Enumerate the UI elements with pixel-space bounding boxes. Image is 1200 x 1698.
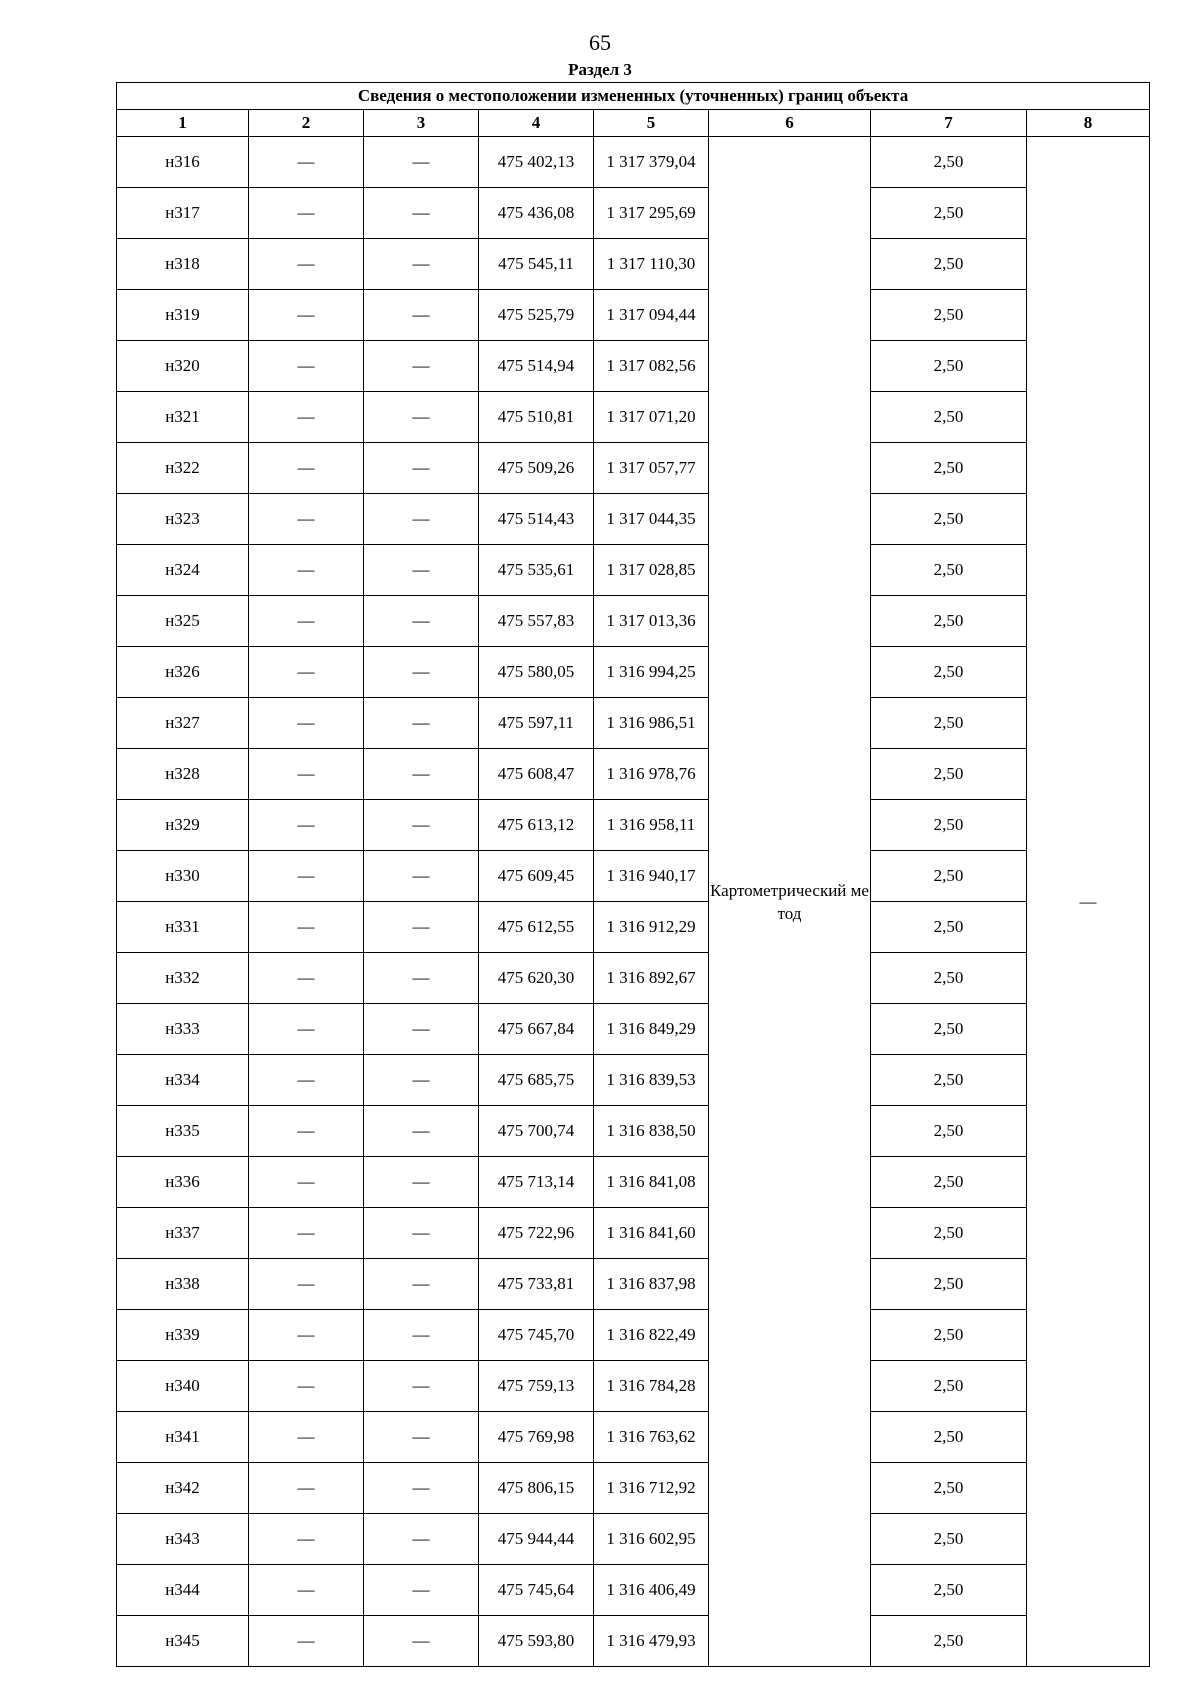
table-row — [117, 1106, 1150, 1157]
accuracy-cell: 2,50 — [871, 188, 1027, 239]
column-3-cell: — — [364, 1616, 479, 1667]
column-3-cell: — — [364, 902, 479, 953]
x-coordinate-cell: 475 608,47 — [479, 749, 594, 800]
x-coordinate-cell: 475 545,11 — [479, 239, 594, 290]
column-2-cell: — — [249, 1208, 364, 1259]
accuracy-cell: 2,50 — [871, 749, 1027, 800]
point-number-cell: н337 — [117, 1208, 249, 1259]
accuracy-cell: 2,50 — [871, 851, 1027, 902]
accuracy-cell: 2,50 — [871, 1157, 1027, 1208]
y-coordinate-cell: 1 316 839,53 — [594, 1055, 709, 1106]
y-coordinate-cell: 1 317 094,44 — [594, 290, 709, 341]
section-label: Раздел 3 — [568, 60, 632, 79]
y-coordinate-cell: 1 317 379,04 — [594, 137, 709, 188]
y-coordinate-cell: 1 316 602,95 — [594, 1514, 709, 1565]
y-coordinate-cell: 1 316 958,11 — [594, 800, 709, 851]
column-3-cell: — — [364, 290, 479, 341]
x-coordinate-cell: 475 436,08 — [479, 188, 594, 239]
point-number-cell: н336 — [117, 1157, 249, 1208]
y-coordinate-cell: 1 316 784,28 — [594, 1361, 709, 1412]
point-number-cell: н342 — [117, 1463, 249, 1514]
column-2-cell: — — [249, 1361, 364, 1412]
table-row — [117, 647, 1150, 698]
accuracy-cell: 2,50 — [871, 1106, 1027, 1157]
point-number-cell: н333 — [117, 1004, 249, 1055]
table-row — [117, 1310, 1150, 1361]
column-3-cell: — — [364, 800, 479, 851]
x-coordinate-cell: 475 597,11 — [479, 698, 594, 749]
column-2-cell: — — [249, 851, 364, 902]
table-row — [117, 1055, 1150, 1106]
column-2-cell: — — [249, 800, 364, 851]
point-number-cell: н324 — [117, 545, 249, 596]
table-row — [117, 1004, 1150, 1055]
boundary-coordinates-table — [116, 82, 1150, 1667]
column-3-cell: — — [364, 443, 479, 494]
accuracy-cell: 2,50 — [871, 953, 1027, 1004]
column-3-cell: — — [364, 1157, 479, 1208]
accuracy-cell: 2,50 — [871, 1412, 1027, 1463]
column-number: 5 — [594, 110, 709, 137]
column-2-cell: — — [249, 290, 364, 341]
column-3-cell: — — [364, 545, 479, 596]
column-2-cell: — — [249, 902, 364, 953]
y-coordinate-cell: 1 317 013,36 — [594, 596, 709, 647]
point-number-cell: н343 — [117, 1514, 249, 1565]
accuracy-cell: 2,50 — [871, 1361, 1027, 1412]
accuracy-cell: 2,50 — [871, 1259, 1027, 1310]
column-2-cell: — — [249, 1055, 364, 1106]
x-coordinate-cell: 475 557,83 — [479, 596, 594, 647]
table-row — [117, 902, 1150, 953]
column-2-cell: — — [249, 1565, 364, 1616]
table-row — [117, 698, 1150, 749]
x-coordinate-cell: 475 535,61 — [479, 545, 594, 596]
x-coordinate-cell: 475 514,94 — [479, 341, 594, 392]
column-3-cell: — — [364, 953, 479, 1004]
accuracy-cell: 2,50 — [871, 443, 1027, 494]
point-number-cell: н325 — [117, 596, 249, 647]
column-2-cell: — — [249, 188, 364, 239]
column-number: 7 — [871, 110, 1027, 137]
x-coordinate-cell: 475 510,81 — [479, 392, 594, 443]
y-coordinate-cell: 1 317 028,85 — [594, 545, 709, 596]
table-row — [117, 1514, 1150, 1565]
column-2-cell: — — [249, 545, 364, 596]
x-coordinate-cell: 475 759,13 — [479, 1361, 594, 1412]
table-row — [117, 137, 1150, 188]
point-number-cell: н326 — [117, 647, 249, 698]
table-row — [117, 953, 1150, 1004]
table-row — [117, 1463, 1150, 1514]
y-coordinate-cell: 1 316 763,62 — [594, 1412, 709, 1463]
point-number-cell: н340 — [117, 1361, 249, 1412]
table-row — [117, 851, 1150, 902]
column-3-cell: — — [364, 647, 479, 698]
y-coordinate-cell: 1 316 479,93 — [594, 1616, 709, 1667]
table-row — [117, 290, 1150, 341]
accuracy-cell: 2,50 — [871, 1004, 1027, 1055]
point-number-cell: н316 — [117, 137, 249, 188]
table-row — [117, 1565, 1150, 1616]
column-2-cell: — — [249, 1157, 364, 1208]
x-coordinate-cell: 475 514,43 — [479, 494, 594, 545]
point-number-cell: н329 — [117, 800, 249, 851]
table-row — [117, 239, 1150, 290]
table-caption: Сведения о местоположении измененных (уточненных) границ объекта — [117, 83, 1150, 110]
column-3-cell: — — [364, 1463, 479, 1514]
table-row — [117, 494, 1150, 545]
accuracy-cell: 2,50 — [871, 1616, 1027, 1667]
point-number-cell: н319 — [117, 290, 249, 341]
column-2-cell: — — [249, 392, 364, 443]
column-3-cell: — — [364, 1514, 479, 1565]
point-number-cell: н321 — [117, 392, 249, 443]
x-coordinate-cell: 475 667,84 — [479, 1004, 594, 1055]
accuracy-cell: 2,50 — [871, 1310, 1027, 1361]
accuracy-cell: 2,50 — [871, 800, 1027, 851]
accuracy-cell: 2,50 — [871, 545, 1027, 596]
x-coordinate-cell: 475 612,55 — [479, 902, 594, 953]
table-row — [117, 443, 1150, 494]
column-number-row — [117, 110, 1150, 137]
x-coordinate-cell: 475 525,79 — [479, 290, 594, 341]
point-number-cell: н323 — [117, 494, 249, 545]
column-8-cell: — — [1027, 137, 1150, 1667]
x-coordinate-cell: 475 722,96 — [479, 1208, 594, 1259]
table-row — [117, 749, 1150, 800]
column-number: 3 — [364, 110, 479, 137]
point-number-cell: н341 — [117, 1412, 249, 1463]
column-3-cell: — — [364, 1208, 479, 1259]
column-2-cell: — — [249, 1412, 364, 1463]
column-2-cell: — — [249, 749, 364, 800]
y-coordinate-cell: 1 316 986,51 — [594, 698, 709, 749]
point-number-cell: н338 — [117, 1259, 249, 1310]
y-coordinate-cell: 1 316 849,29 — [594, 1004, 709, 1055]
point-number-cell: н334 — [117, 1055, 249, 1106]
column-3-cell: — — [364, 1259, 479, 1310]
column-2-cell: — — [249, 1616, 364, 1667]
x-coordinate-cell: 475 713,14 — [479, 1157, 594, 1208]
x-coordinate-cell: 475 806,15 — [479, 1463, 594, 1514]
table-row — [117, 1616, 1150, 1667]
column-2-cell: — — [249, 137, 364, 188]
accuracy-cell: 2,50 — [871, 1514, 1027, 1565]
column-3-cell: — — [364, 851, 479, 902]
x-coordinate-cell: 475 580,05 — [479, 647, 594, 698]
column-2-cell: — — [249, 1310, 364, 1361]
x-coordinate-cell: 475 685,75 — [479, 1055, 594, 1106]
point-number-cell: н339 — [117, 1310, 249, 1361]
column-number: 6 — [709, 110, 871, 137]
x-coordinate-cell: 475 944,44 — [479, 1514, 594, 1565]
table-row — [117, 1208, 1150, 1259]
accuracy-cell: 2,50 — [871, 137, 1027, 188]
table-row — [117, 800, 1150, 851]
point-number-cell: н320 — [117, 341, 249, 392]
column-2-cell: — — [249, 953, 364, 1004]
x-coordinate-cell: 475 745,70 — [479, 1310, 594, 1361]
point-number-cell: н318 — [117, 239, 249, 290]
column-3-cell: — — [364, 1310, 479, 1361]
x-coordinate-cell: 475 620,30 — [479, 953, 594, 1004]
accuracy-cell: 2,50 — [871, 290, 1027, 341]
table-row — [117, 596, 1150, 647]
y-coordinate-cell: 1 316 837,98 — [594, 1259, 709, 1310]
accuracy-cell: 2,50 — [871, 341, 1027, 392]
column-3-cell: — — [364, 1004, 479, 1055]
table-row — [117, 1361, 1150, 1412]
page-number: 65 — [589, 30, 611, 55]
accuracy-cell: 2,50 — [871, 596, 1027, 647]
y-coordinate-cell: 1 317 044,35 — [594, 494, 709, 545]
column-3-cell: — — [364, 494, 479, 545]
point-number-cell: н317 — [117, 188, 249, 239]
y-coordinate-cell: 1 316 841,08 — [594, 1157, 709, 1208]
y-coordinate-cell: 1 316 822,49 — [594, 1310, 709, 1361]
column-3-cell: — — [364, 137, 479, 188]
column-number: 4 — [479, 110, 594, 137]
accuracy-cell: 2,50 — [871, 494, 1027, 545]
table-body — [117, 137, 1150, 1667]
point-number-cell: н331 — [117, 902, 249, 953]
column-number: 2 — [249, 110, 364, 137]
point-number-cell: н330 — [117, 851, 249, 902]
y-coordinate-cell: 1 316 406,49 — [594, 1565, 709, 1616]
column-2-cell: — — [249, 698, 364, 749]
accuracy-cell: 2,50 — [871, 392, 1027, 443]
y-coordinate-cell: 1 317 071,20 — [594, 392, 709, 443]
column-3-cell: — — [364, 596, 479, 647]
column-3-cell: — — [364, 1055, 479, 1106]
y-coordinate-cell: 1 317 057,77 — [594, 443, 709, 494]
accuracy-cell: 2,50 — [871, 1055, 1027, 1106]
y-coordinate-cell: 1 316 994,25 — [594, 647, 709, 698]
y-coordinate-cell: 1 316 978,76 — [594, 749, 709, 800]
x-coordinate-cell: 475 613,12 — [479, 800, 594, 851]
y-coordinate-cell: 1 316 892,67 — [594, 953, 709, 1004]
y-coordinate-cell: 1 317 082,56 — [594, 341, 709, 392]
accuracy-cell: 2,50 — [871, 902, 1027, 953]
column-3-cell: — — [364, 698, 479, 749]
table-row — [117, 1259, 1150, 1310]
column-2-cell: — — [249, 1004, 364, 1055]
table-row — [117, 188, 1150, 239]
column-3-cell: — — [364, 341, 479, 392]
column-2-cell: — — [249, 1259, 364, 1310]
x-coordinate-cell: 475 509,26 — [479, 443, 594, 494]
column-2-cell: — — [249, 494, 364, 545]
point-number-cell: н328 — [117, 749, 249, 800]
point-number-cell: н344 — [117, 1565, 249, 1616]
table-row — [117, 1157, 1150, 1208]
column-2-cell: — — [249, 239, 364, 290]
x-coordinate-cell: 475 700,74 — [479, 1106, 594, 1157]
y-coordinate-cell: 1 316 712,92 — [594, 1463, 709, 1514]
point-number-cell: н345 — [117, 1616, 249, 1667]
y-coordinate-cell: 1 316 838,50 — [594, 1106, 709, 1157]
column-3-cell: — — [364, 749, 479, 800]
column-3-cell: — — [364, 1361, 479, 1412]
x-coordinate-cell: 475 593,80 — [479, 1616, 594, 1667]
accuracy-cell: 2,50 — [871, 1565, 1027, 1616]
table-row — [117, 392, 1150, 443]
x-coordinate-cell: 475 733,81 — [479, 1259, 594, 1310]
y-coordinate-cell: 1 316 912,29 — [594, 902, 709, 953]
column-3-cell: — — [364, 392, 479, 443]
accuracy-cell: 2,50 — [871, 239, 1027, 290]
column-2-cell: — — [249, 1514, 364, 1565]
table-row — [117, 341, 1150, 392]
column-2-cell: — — [249, 596, 364, 647]
method-cell: Картометрический метод — [709, 137, 871, 1667]
column-2-cell: — — [249, 1463, 364, 1514]
column-3-cell: — — [364, 188, 479, 239]
column-2-cell: — — [249, 443, 364, 494]
column-2-cell: — — [249, 1106, 364, 1157]
column-3-cell: — — [364, 1106, 479, 1157]
column-2-cell: — — [249, 647, 364, 698]
y-coordinate-cell: 1 316 940,17 — [594, 851, 709, 902]
y-coordinate-cell: 1 317 295,69 — [594, 188, 709, 239]
accuracy-cell: 2,50 — [871, 647, 1027, 698]
x-coordinate-cell: 475 745,64 — [479, 1565, 594, 1616]
x-coordinate-cell: 475 769,98 — [479, 1412, 594, 1463]
point-number-cell: н335 — [117, 1106, 249, 1157]
point-number-cell: н332 — [117, 953, 249, 1004]
table-row — [117, 1412, 1150, 1463]
point-number-cell: н327 — [117, 698, 249, 749]
column-number: 1 — [117, 110, 249, 137]
y-coordinate-cell: 1 317 110,30 — [594, 239, 709, 290]
column-3-cell: — — [364, 1565, 479, 1616]
x-coordinate-cell: 475 402,13 — [479, 137, 594, 188]
column-number: 8 — [1027, 110, 1150, 137]
x-coordinate-cell: 475 609,45 — [479, 851, 594, 902]
accuracy-cell: 2,50 — [871, 1208, 1027, 1259]
table-row — [117, 545, 1150, 596]
column-3-cell: — — [364, 1412, 479, 1463]
accuracy-cell: 2,50 — [871, 1463, 1027, 1514]
accuracy-cell: 2,50 — [871, 698, 1027, 749]
column-3-cell: — — [364, 239, 479, 290]
point-number-cell: н322 — [117, 443, 249, 494]
column-2-cell: — — [249, 341, 364, 392]
y-coordinate-cell: 1 316 841,60 — [594, 1208, 709, 1259]
